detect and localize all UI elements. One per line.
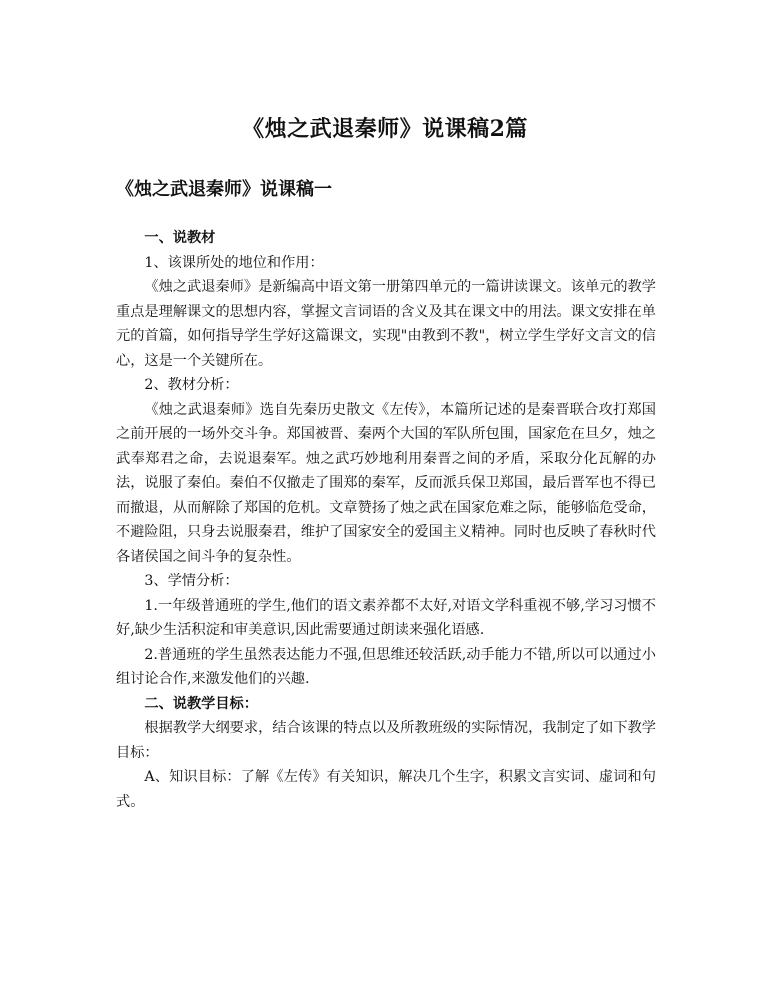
subheading-material-analysis: 2、教材分析：: [144, 377, 239, 393]
document-body: [116, 226, 656, 814]
paragraph-material-analysis: 《烛之武退秦师》选自先秦历史散文《左传》，本篇所记述的是秦晋联合攻打郑国之前开展的一场外交斗争。郑国被晋、秦两个大国的军队所包围，国家危在旦夕，烛之武奉郑君之命，去说退秦军。烛之武巧妙地利用秦晋之间的矛盾，采取分化瓦解的办法，说服了秦伯。秦伯不仅撤走了围郑的秦军，反而派兵保卫郑国，最后晋军也不得已而撤退，从而解除了郑国的危机。文章赞扬了烛之武在国家危难之际，能够临危受命，不避险阻，只身去说服秦君，维护了国家安全的爱国主义精神。同时也反映了春秋时代各诸侯国之间斗争的复杂性。: [116, 401, 656, 565]
paragraph-teaching-goals: 根据教学大纲要求，结合该课的特点以及所教班级的实际情况，我制定了如下教学目标：: [116, 720, 656, 761]
paragraph-knowledge-goal: A、知识目标：了解《左传》有关知识，解决几个生字，积累文言实词、虚词和句式。: [116, 769, 656, 810]
section-title: 《烛之武退秦师》说课稿一: [116, 179, 332, 200]
subheading-position-role: 1、该课所处的地位和作用：: [144, 254, 324, 271]
paragraph-student-analysis-1: 1.一年级普通班的学生,他们的语文素养都不太好,对语文学科重视不够,学习习惯不好,缺少生活积淀和审美意识,因此需要通过朗读来强化语感.: [116, 597, 656, 638]
heading-teaching-material: 一、说教材: [144, 230, 216, 246]
document-title: 《烛之武退秦师》说课稿2篇: [242, 116, 528, 142]
subheading-student-analysis: 3、学情分析：: [144, 573, 239, 589]
heading-teaching-goals: 二、说教学目标：: [144, 695, 258, 712]
paragraph-student-analysis-2: 2.普通班的学生虽然表达能力不强,但思维还较活跃,动手能力不错,所以可以通过小组讨论合作,来激发他们的兴趣.: [116, 646, 656, 687]
paragraph-position-role: 《烛之武退秦师》是新编高中语文第一册第四单元的一篇讲读课文。该单元的教学重点是理解课文的思想内容，掌握文言词语的含义及其在课文中的用法。课文安排在单元的首篇，如何指导学生学好这篇课文，实现"由教到不教"，树立学生学好文言文的信心，这是一个关键所在。: [116, 279, 656, 369]
